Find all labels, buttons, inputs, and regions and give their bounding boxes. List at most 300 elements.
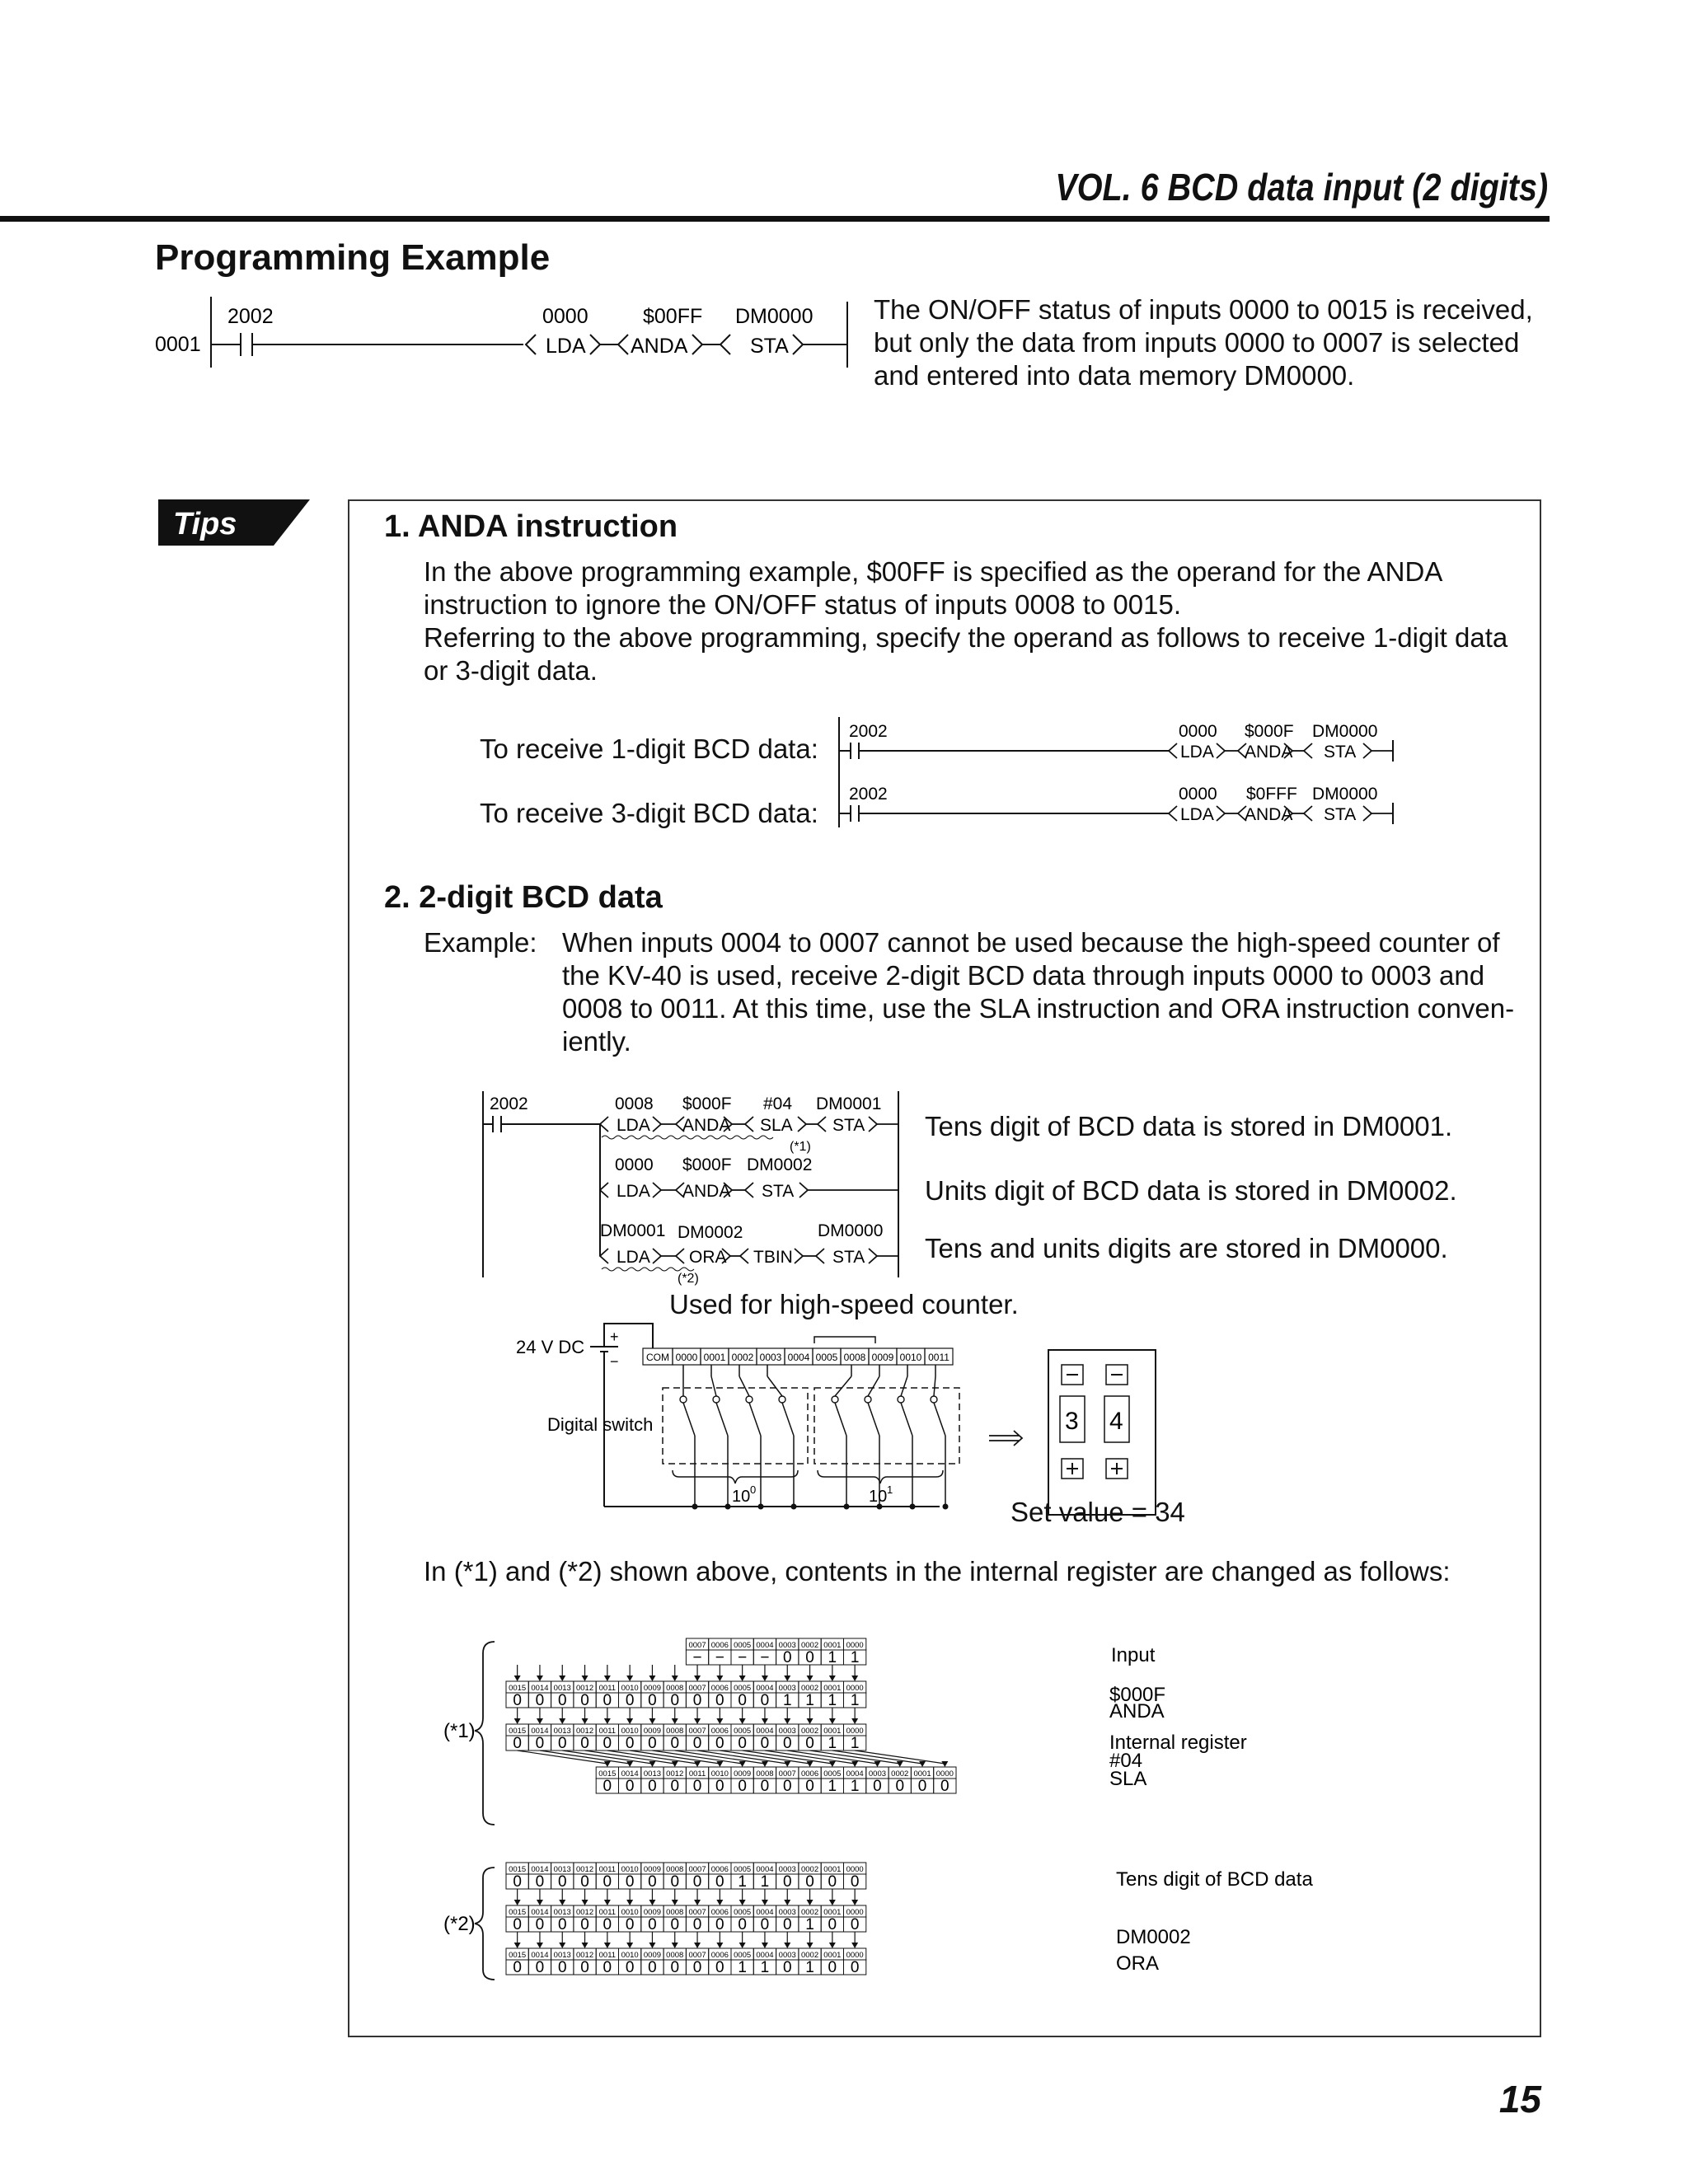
bit-header: 0012 (575, 1951, 594, 1960)
bit-value: − (715, 1649, 724, 1666)
arrow-down-icon (604, 1718, 611, 1724)
bit-header: 0001 (823, 1684, 842, 1693)
bit-header: 0013 (553, 1727, 571, 1736)
bit-header: 0013 (643, 1769, 662, 1779)
bit-header: 0015 (509, 1908, 527, 1917)
digit-tens-exp: 1 (887, 1483, 893, 1496)
bit-header: 0006 (710, 1865, 729, 1874)
arrow-down-icon (716, 1900, 723, 1905)
bit-header: 0004 (756, 1908, 774, 1917)
bit-value: 0 (557, 1735, 567, 1752)
bcd-contact: 2002 (490, 1094, 528, 1113)
arrow-down-icon (537, 1900, 543, 1905)
bit-value: 1 (738, 1873, 747, 1891)
arrow-down-icon (716, 1943, 723, 1948)
bit-value: 0 (805, 1778, 814, 1795)
bit-header: 0007 (688, 1684, 706, 1693)
dc-label: 24 V DC (516, 1337, 585, 1357)
bit-header: 0007 (688, 1951, 706, 1960)
bcd-r3-op2: DM0000 (818, 1221, 884, 1240)
bit-header: 0011 (598, 1684, 617, 1693)
bcd-section-title: 2. 2-digit BCD data (384, 880, 663, 915)
arrow-down-icon (559, 1675, 565, 1681)
bit-value: 0 (580, 1959, 589, 1976)
bit-header: 0010 (621, 1908, 639, 1917)
arrow-down-icon (537, 1675, 543, 1681)
bit-value: 1 (828, 1649, 837, 1666)
bit-header: 0006 (710, 1908, 729, 1917)
op-0-operand: 0000 (542, 305, 588, 328)
arrow-down-icon (762, 1718, 768, 1724)
tips-badge (158, 499, 310, 546)
terminal-label: 0009 (871, 1352, 894, 1363)
arrow-down-icon (672, 1675, 678, 1681)
bit-value: 0 (738, 1916, 747, 1933)
bit-value: 1 (760, 1873, 770, 1891)
bit-value: 1 (828, 1692, 837, 1709)
bit-value: 0 (625, 1959, 635, 1976)
bit-header: 0001 (913, 1769, 931, 1779)
bit-header: 0002 (800, 1865, 819, 1874)
bit-value: 0 (873, 1778, 882, 1795)
bit-value: 1 (850, 1692, 860, 1709)
arrow-down-icon (784, 1718, 790, 1724)
bit-header: 0012 (575, 1865, 594, 1874)
programming-example-description (874, 293, 1566, 392)
bit-value: 0 (648, 1873, 657, 1891)
bit-header: 0007 (688, 1727, 706, 1736)
bit-header: 0003 (778, 1727, 796, 1736)
bcd-r2-op2: DM0002 (747, 1155, 813, 1174)
paragraph-line: In the above programming example, $00FF is specified as the operand for the ANDA (424, 556, 1443, 587)
digit-tens-label: 10 (869, 1488, 888, 1506)
bit-value: 0 (782, 1735, 792, 1752)
arrow-down-icon (694, 1943, 701, 1948)
bit-header: 0002 (800, 1951, 819, 1960)
bit-value: 1 (828, 1735, 837, 1752)
switch-contact (713, 1396, 720, 1403)
reg1-internal-label2: #04 (1109, 1750, 1143, 1772)
bit-header: 0010 (621, 1684, 639, 1693)
bit-header: 0014 (621, 1769, 639, 1779)
bcd-r1-op1: $000F (682, 1094, 732, 1113)
bit-header: 0009 (643, 1684, 662, 1693)
row1-instr-2: STA (1324, 743, 1357, 762)
arrow-down-icon (829, 1718, 836, 1724)
terminal-label: 0001 (703, 1352, 726, 1363)
bit-value: 0 (557, 1959, 567, 1976)
arrow-down-icon (874, 1761, 880, 1767)
arrow-down-icon (829, 1675, 836, 1681)
bit-header: 0005 (734, 1908, 752, 1917)
bit-header: 0010 (621, 1951, 639, 1960)
bit-header: 0004 (756, 1684, 774, 1693)
description-line: but only the data from inputs 0000 to 0007 is selected (874, 327, 1520, 358)
bit-value: 0 (625, 1778, 635, 1795)
arrow-down-icon (649, 1900, 655, 1905)
bit-value: 1 (850, 1735, 860, 1752)
bit-value: 0 (828, 1873, 837, 1891)
bit-value: 0 (670, 1735, 680, 1752)
header-rule (0, 216, 1550, 222)
bit-value: 1 (850, 1649, 860, 1666)
op-0-instr: LDA (546, 335, 586, 358)
bit-value: 0 (782, 1916, 792, 1933)
bit-value: 1 (760, 1959, 770, 1976)
description-line: and entered into data memory DM0000. (874, 360, 1355, 391)
bit-value: 0 (557, 1873, 567, 1891)
terminal-label: 0008 (843, 1352, 866, 1363)
arrow-down-icon (784, 1943, 790, 1948)
bit-header: 0003 (778, 1641, 796, 1650)
arrow-down-icon (807, 1943, 814, 1948)
ladder-line-number: 0001 (155, 333, 201, 356)
bit-header: 0015 (509, 1684, 527, 1693)
register-diagrams (437, 1637, 1343, 2016)
bit-header: 0002 (800, 1641, 819, 1650)
bit-value: − (760, 1649, 770, 1666)
bit-header: 0008 (756, 1769, 774, 1779)
bit-value: 1 (805, 1959, 814, 1976)
programming-example-title: Programming Example (155, 237, 551, 278)
dc-minus: − (610, 1353, 619, 1370)
arrow-down-icon (829, 1900, 836, 1905)
arrow-down-icon (739, 1761, 746, 1767)
bit-header: 0001 (823, 1727, 842, 1736)
bit-header: 0000 (846, 1951, 864, 1960)
bit-header: 0006 (710, 1951, 729, 1960)
row2-operand-0: 0000 (1179, 785, 1217, 804)
junction-dot (910, 1504, 916, 1510)
arrow-down-icon (672, 1900, 678, 1905)
bcd-r3-op1: DM0002 (678, 1223, 743, 1242)
bit-value: 0 (603, 1692, 612, 1709)
bit-value: 0 (670, 1778, 680, 1795)
bit-header: 0000 (846, 1684, 864, 1693)
bit-header: 0006 (800, 1769, 819, 1779)
bit-header: 0002 (891, 1769, 909, 1779)
bit-value: 0 (782, 1649, 792, 1666)
bit-header: 0011 (598, 1951, 617, 1960)
arrow-down-icon (604, 1943, 611, 1948)
bit-header: 0000 (846, 1865, 864, 1874)
arrow-down-icon (762, 1943, 768, 1948)
bit-value: 0 (603, 1873, 612, 1891)
arrow-down-icon (784, 1675, 790, 1681)
bit-value: − (738, 1649, 748, 1666)
bcd-r2-op1: $000F (682, 1155, 732, 1174)
bit-header: 0014 (531, 1865, 549, 1874)
bit-header: 0014 (531, 1684, 549, 1693)
bit-value: 0 (895, 1778, 905, 1795)
reg1-input-label: Input (1111, 1644, 1156, 1666)
one-digit-label: To receive 1-digit BCD data: (480, 733, 818, 764)
arrow-down-icon (784, 1900, 790, 1905)
arrow-down-icon (694, 1761, 701, 1767)
description-line: The ON/OFF status of inputs 0000 to 0015 is received, (874, 294, 1533, 325)
bcd-ladder (478, 1088, 907, 1286)
row1-operand-0: 0000 (1179, 722, 1217, 741)
bit-header: 0010 (621, 1865, 639, 1874)
junction-dot (725, 1504, 731, 1510)
bit-value: 0 (917, 1778, 927, 1795)
bit-value: 0 (692, 1959, 702, 1976)
bit-value: 0 (535, 1916, 545, 1933)
bit-value: 1 (805, 1692, 814, 1709)
terminal-label: 0000 (675, 1352, 698, 1363)
bit-value: 0 (805, 1649, 814, 1666)
arrow-down-icon (514, 1900, 521, 1905)
bit-header: 0001 (823, 1865, 842, 1874)
bit-value: 0 (715, 1692, 724, 1709)
digit-units-exp: 0 (750, 1483, 757, 1496)
bit-header: 0013 (553, 1951, 571, 1960)
bit-header: 0004 (756, 1865, 774, 1874)
bit-header: 0002 (800, 1684, 819, 1693)
example-text (562, 926, 1535, 1058)
bit-value: 0 (513, 1692, 522, 1709)
paragraph-line: Referring to the above programming, specify the operand as follows to receive 1-digit data (424, 622, 1508, 653)
bit-header: 0005 (823, 1769, 842, 1779)
junction-dot (692, 1504, 698, 1510)
terminal-strip (643, 1348, 953, 1365)
bit-value: 0 (850, 1959, 860, 1976)
row2-operand-2: DM0000 (1312, 785, 1378, 804)
arrow-down-icon (851, 1718, 858, 1724)
note-units: Units digit of BCD data is stored in DM0002. (925, 1175, 1457, 1206)
arrow-down-icon (851, 1675, 858, 1681)
row2-instr-1: ANDA (1245, 805, 1293, 824)
bit-header: 0009 (734, 1769, 752, 1779)
bit-header: 0003 (778, 1684, 796, 1693)
arrow-down-icon (694, 1900, 701, 1905)
page-header-title: VOL. 6 BCD data input (2 digits) (1055, 166, 1548, 209)
set-value: Set value = 34 (1010, 1497, 1185, 1527)
bit-header: 0015 (509, 1727, 527, 1736)
arrow-down-icon (851, 1943, 858, 1948)
bit-value: 1 (850, 1778, 860, 1795)
bit-header: 0009 (643, 1865, 662, 1874)
bit-header: 0013 (553, 1684, 571, 1693)
bit-value: 0 (738, 1735, 747, 1752)
bit-value: 0 (738, 1692, 747, 1709)
bit-header: 0006 (710, 1684, 729, 1693)
bit-value: 0 (513, 1959, 522, 1976)
bit-header: 0004 (756, 1641, 774, 1650)
arrow-down-icon (649, 1675, 655, 1681)
bit-value: 0 (625, 1916, 635, 1933)
bit-header: 0014 (531, 1727, 549, 1736)
bcd-mark1: (*1) (790, 1140, 811, 1154)
arrow-down-icon (514, 1718, 521, 1724)
bit-value: 1 (828, 1778, 837, 1795)
terminal-label: 0004 (787, 1352, 810, 1363)
row1-contact: 2002 (849, 722, 888, 741)
example-line: the KV-40 is used, receive 2-digit BCD data through inputs 0000 to 0003 and (562, 960, 1485, 991)
register-intro: In (*1) and (*2) shown above, contents in the internal register are changed as follows: (424, 1556, 1451, 1586)
bit-header: 0008 (666, 1908, 684, 1917)
arrow-down-icon (716, 1675, 723, 1681)
arrow-down-icon (604, 1675, 611, 1681)
arrow-down-icon (762, 1761, 768, 1767)
switch-contact (898, 1396, 904, 1403)
bit-header: 0004 (846, 1769, 864, 1779)
bit-header: 0013 (553, 1865, 571, 1874)
reg2-row2-label1: DM0002 (1116, 1926, 1191, 1948)
bcd-r2-i1: ANDA (682, 1182, 731, 1201)
arrow-down-icon (649, 1943, 655, 1948)
junction-dot (758, 1504, 764, 1510)
reg2-label: (*2) (443, 1913, 476, 1935)
terminal-label: 0010 (899, 1352, 922, 1363)
row1-instr-0: LDA (1180, 743, 1214, 762)
bcd-r2-i2: STA (762, 1182, 795, 1201)
bit-header: 0001 (823, 1951, 842, 1960)
bit-header: 0011 (598, 1727, 617, 1736)
bit-header: 0013 (553, 1908, 571, 1917)
op-2-operand: DM0000 (735, 305, 814, 328)
arrow-down-icon (851, 1900, 858, 1905)
bit-value: 0 (648, 1916, 657, 1933)
operand-ladders (832, 715, 1409, 829)
bit-value: 0 (580, 1735, 589, 1752)
arrow-down-icon (739, 1943, 746, 1948)
bcd-r1-i1: ANDA (682, 1116, 731, 1135)
arrow-down-icon (762, 1675, 768, 1681)
bit-header: 0007 (778, 1769, 796, 1779)
arrow-down-icon (537, 1718, 543, 1724)
arrow-down-icon (582, 1900, 588, 1905)
bit-header: 0005 (734, 1684, 752, 1693)
bit-value: 0 (603, 1916, 612, 1933)
bit-value: 0 (940, 1778, 950, 1795)
bit-header: 0003 (778, 1908, 796, 1917)
bit-header: 0006 (710, 1641, 729, 1650)
bit-value: 0 (625, 1735, 635, 1752)
bit-header: 0011 (688, 1769, 706, 1779)
bit-header: 0015 (598, 1769, 617, 1779)
bit-value: 0 (625, 1692, 635, 1709)
switch-contact (746, 1396, 753, 1403)
bit-value: 0 (850, 1916, 860, 1933)
bit-header: 0014 (531, 1951, 549, 1960)
arrow-down-icon (626, 1900, 633, 1905)
switch-contact (931, 1396, 937, 1403)
bit-header: 0008 (666, 1865, 684, 1874)
terminal-label: 0003 (759, 1352, 782, 1363)
arrow-down-icon (649, 1761, 655, 1767)
bcd-r1-op2: #04 (763, 1094, 793, 1113)
switch-digit-units: 4 (1109, 1408, 1123, 1435)
bit-value: 0 (828, 1916, 837, 1933)
reg1-internal-label3: SLA (1109, 1768, 1147, 1790)
switch-contact (865, 1396, 871, 1403)
junction-dot (844, 1504, 850, 1510)
bit-value: 0 (513, 1916, 522, 1933)
arrow-down-icon (919, 1761, 926, 1767)
bit-value: 0 (760, 1692, 770, 1709)
ladder-ops (526, 305, 847, 358)
reg1-internal-label1: Internal register (1109, 1732, 1247, 1754)
bit-header: 0008 (666, 1684, 684, 1693)
reg2-row2-label2: ORA (1116, 1952, 1160, 1975)
bit-header: 0010 (710, 1769, 729, 1779)
arrow-down-icon (784, 1761, 790, 1767)
arrow-down-icon (829, 1943, 836, 1948)
bit-header: 0011 (598, 1908, 617, 1917)
bit-value: 0 (580, 1873, 589, 1891)
bit-header: 0008 (666, 1951, 684, 1960)
bcd-r1-op0: 0008 (615, 1094, 654, 1113)
example-line: When inputs 0004 to 0007 cannot be used because the high-speed counter of (562, 927, 1500, 958)
bit-header: 0007 (688, 1865, 706, 1874)
digit-units-label: 10 (732, 1488, 751, 1506)
bcd-r1-i0: LDA (617, 1116, 650, 1135)
bit-value: 0 (603, 1778, 612, 1795)
bit-value: 1 (738, 1959, 747, 1976)
arrow-down-icon (739, 1675, 746, 1681)
dc-plus: + (610, 1329, 619, 1345)
bit-header: 0005 (734, 1951, 752, 1960)
arrow-down-icon (582, 1675, 588, 1681)
bit-header: 0006 (710, 1727, 729, 1736)
junction-dot (791, 1504, 797, 1510)
programming-example-ladder (148, 295, 865, 369)
bit-value: 0 (782, 1778, 792, 1795)
bit-header: 0011 (598, 1865, 617, 1874)
bit-value: 0 (715, 1916, 724, 1933)
op-1-operand: $00FF (643, 305, 703, 328)
bit-value: 0 (738, 1778, 747, 1795)
anda-paragraph (424, 555, 1528, 687)
bit-header: 0001 (823, 1908, 842, 1917)
bcd-r3-i0: LDA (617, 1248, 650, 1267)
bit-value: 0 (513, 1873, 522, 1891)
arrow-down-icon (694, 1718, 701, 1724)
arrow-down-icon (582, 1943, 588, 1948)
arrow-down-icon (626, 1675, 633, 1681)
bit-value: 0 (670, 1916, 680, 1933)
bcd-r1-i3: STA (832, 1116, 865, 1135)
bit-value: 0 (670, 1873, 680, 1891)
bit-header: 0002 (800, 1908, 819, 1917)
reg1-label: (*1) (443, 1720, 476, 1742)
bit-header: 0003 (778, 1865, 796, 1874)
bit-value: 0 (513, 1735, 522, 1752)
arrow-down-icon (851, 1761, 858, 1767)
bit-header: 0005 (734, 1641, 752, 1650)
bit-header: 0015 (509, 1865, 527, 1874)
bit-value: 0 (670, 1692, 680, 1709)
arrow-icon (989, 1431, 1022, 1446)
bit-header: 0014 (531, 1908, 549, 1917)
arrow-down-icon (582, 1718, 588, 1724)
bit-header: 0000 (846, 1641, 864, 1650)
bit-header: 0009 (643, 1908, 662, 1917)
arrow-down-icon (672, 1761, 678, 1767)
bit-value: 0 (648, 1778, 657, 1795)
bit-header: 0007 (688, 1641, 706, 1650)
arrow-down-icon (514, 1675, 521, 1681)
switch-contact (779, 1396, 785, 1403)
bit-value: 0 (648, 1692, 657, 1709)
bit-header: 0005 (734, 1865, 752, 1874)
bit-header: 0012 (575, 1908, 594, 1917)
bit-value: 0 (557, 1692, 567, 1709)
row2-instr-2: STA (1324, 805, 1357, 824)
bit-header: 0012 (575, 1684, 594, 1693)
note-tens: Tens digit of BCD data is stored in DM0001. (925, 1111, 1453, 1141)
